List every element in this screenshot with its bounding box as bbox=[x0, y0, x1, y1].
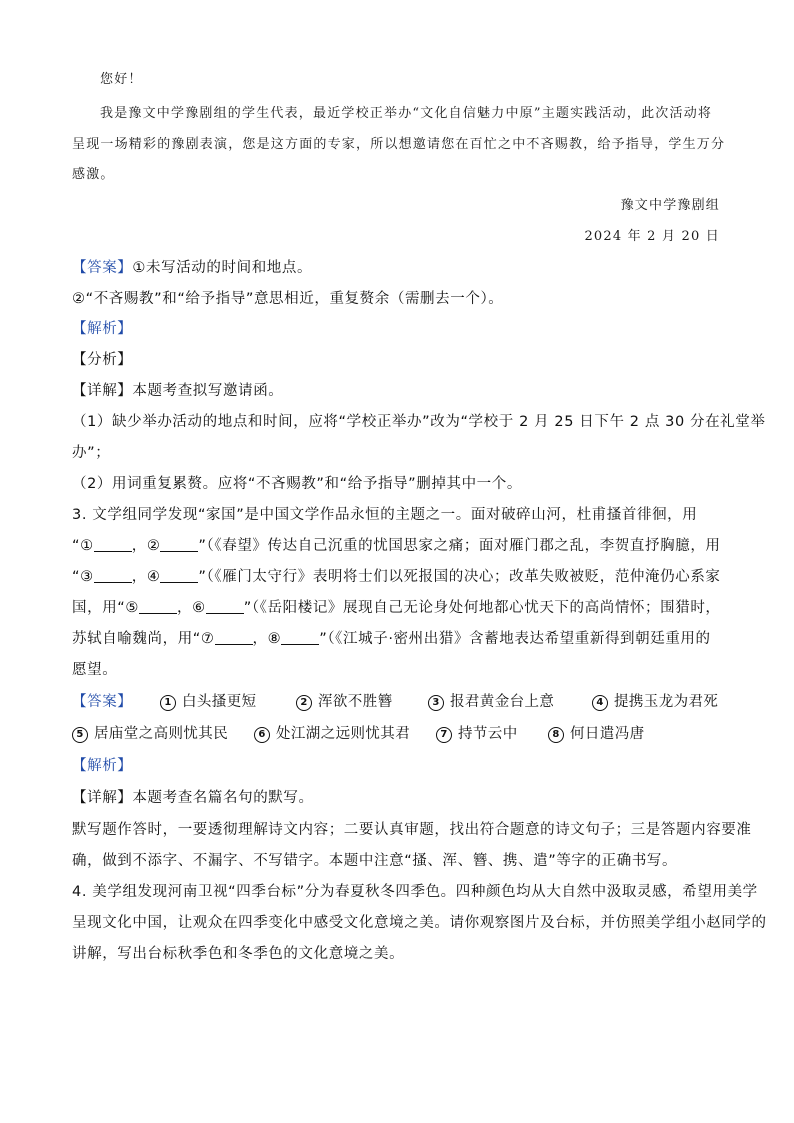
answer-item-4: 4 提携玉龙为君死 bbox=[592, 690, 718, 711]
detail-tag: 【详解】 bbox=[72, 790, 133, 806]
answer-item-1: 1 白头搔更短 bbox=[160, 690, 257, 711]
q2-point-1-line-1: （1）缺少举办活动的地点和时间，应将“学校正举办”改为“学校于 2 月 25 日下午 2 点 30 分在礼堂举 bbox=[72, 414, 766, 430]
detail-text: 本题考查名篇名句的默写。 bbox=[132, 790, 314, 806]
fenxi-tag: 【分析】 bbox=[72, 352, 133, 368]
q3-stem-line-2: “① ，② ”（《春望》传达自己沉重的忧国思家之痛；面对雁门郡之乱，李贺直抒胸臆，用 bbox=[72, 538, 721, 554]
q2-point-2: （2）用词重复累赘。应将“不吝赐教”和“给予指导”删掉其中一个。 bbox=[72, 476, 522, 492]
q2-answer-line bbox=[72, 256, 312, 277]
q4-stem-line-3: 讲解，写出台标秋季色和冬季色的文化意境之美。 bbox=[72, 946, 405, 962]
letter-greeting: 您好！ bbox=[100, 72, 143, 87]
answer-item-3: 3 报君黄金台上意 bbox=[428, 690, 554, 711]
blank-1[interactable] bbox=[94, 537, 132, 552]
blank-2[interactable] bbox=[160, 537, 198, 552]
blank-7[interactable] bbox=[215, 630, 253, 645]
answer-item-8: 8 何日遣冯唐 bbox=[548, 722, 645, 743]
q3-answer-tag: 【答案】 bbox=[72, 694, 133, 710]
answer-tag: 【答案】 bbox=[72, 260, 133, 276]
q3-stem-line-4: 国，用“⑤ ，⑥ ”（《岳阳楼记》展现自己无论身处何地都心忧天下的高尚情怀；围猎时， bbox=[72, 600, 721, 616]
q3-stem-line-6: 愿望。 bbox=[72, 662, 118, 678]
letter-date: 2024 年 2 月 20 日 bbox=[584, 229, 720, 244]
q3-analysis-tag: 【解析】 bbox=[72, 758, 133, 774]
q3-stem-line-5: 苏轼自喻魏尚，用“⑦ ，⑧ ”（《江城子·密州出猎》含蓄地表达希望重新得到朝廷重用的 bbox=[72, 631, 711, 647]
answer-text: ①未写活动的时间和地点。 bbox=[132, 260, 313, 276]
answer-item-7: 7 持节云中 bbox=[436, 722, 518, 743]
q4-stem-line-2: 呈现文化中国，让观众在四季变化中感受文化意境之美。请你观察图片及台标，并仿照美学组小赵同学的 bbox=[72, 915, 767, 931]
answer-item-2: 2 浑欲不胜簪 bbox=[296, 690, 393, 711]
answer-item-6: 6 处江湖之远则忧其君 bbox=[254, 722, 410, 743]
answer-item-5: 5 居庙堂之高则忧其民 bbox=[72, 722, 228, 743]
q3-explain-line-2: 确，做到不添字、不漏字、不写错字。本题中注意“搔、浑、簪、携、遣”等字的正确书写。 bbox=[72, 853, 678, 869]
q3-stem-line-3: “③ ，④ ”（《雁门太守行》表明将士们以死报国的决心；改革失败被贬，范仲淹仍心系家 bbox=[72, 569, 721, 585]
letter-paragraph-line: 感激。 bbox=[72, 167, 115, 182]
detail-tag: 【详解】 bbox=[72, 383, 133, 399]
q2-point-1-line-2: 办”； bbox=[72, 445, 111, 461]
q3-detail-line bbox=[72, 786, 314, 807]
q2-answer-line-2: ②“不吝赐教”和“给予指导”意思相近，重复赘余（需删去一个）。 bbox=[72, 291, 504, 307]
q3-explain-line-1: 默写题作答时，一要透彻理解诗文内容；二要认真审题，找出符合题意的诗文句子；三是答题内容要准 bbox=[72, 822, 752, 838]
detail-text: 本题考查拟写邀请函。 bbox=[132, 383, 284, 399]
letter-paragraph-line: 呈现一场精彩的豫剧表演，您是这方面的专家，所以想邀请您在百忙之中不吝赐教，给予指导，学生万分 bbox=[72, 137, 726, 152]
blank-5[interactable] bbox=[139, 599, 177, 614]
q4-stem-line-1: 4. 美学组发现河南卫视“四季台标”分为春夏秋冬四季色。四种颜色均从大自然中汲取灵感，希望用美学 bbox=[72, 884, 758, 900]
q2-detail-line bbox=[72, 379, 283, 400]
blank-3[interactable] bbox=[94, 568, 132, 583]
blank-8[interactable] bbox=[281, 630, 319, 645]
analysis-tag: 【解析】 bbox=[72, 321, 133, 337]
blank-4[interactable] bbox=[160, 568, 198, 583]
letter-signature: 豫文中学豫剧组 bbox=[620, 198, 720, 213]
letter-paragraph-line: 我是豫文中学豫剧组的学生代表，最近学校正举办“文化自信魅力中原”主题实践活动，此次活动将 bbox=[100, 106, 713, 121]
blank-6[interactable] bbox=[206, 599, 244, 614]
q3-stem-line-1: 3. 文学组同学发现“家国”是中国文学作品永恒的主题之一。面对破碎山河，杜甫搔首徘徊，用 bbox=[72, 507, 698, 523]
